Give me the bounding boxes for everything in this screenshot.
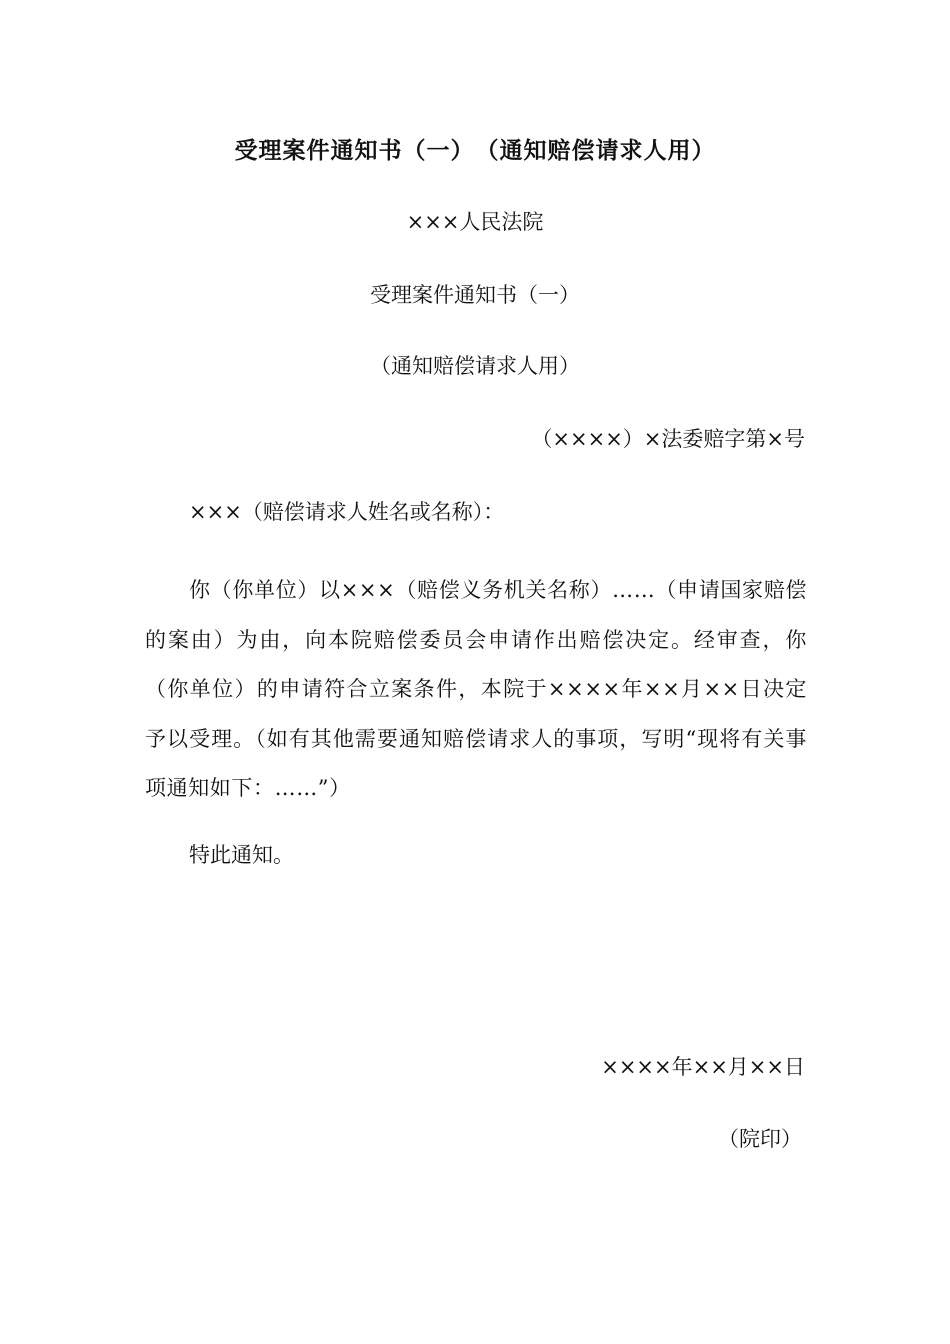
document-subtitle: （通知赔偿请求人用） [370, 354, 580, 378]
closing-text: 特此通知。 [189, 843, 294, 867]
document-title: 受理案件通知书（一） [370, 283, 580, 307]
court-name: ×××人民法院 [406, 210, 544, 234]
court-seal: （院印） [718, 1127, 802, 1151]
addressee: ×××（赔偿请求人姓名或名称）： [189, 500, 505, 524]
document-heading: 受理案件通知书（一） （通知赔偿请求人用） [234, 137, 716, 164]
case-number: （××××）×法委赔字第×号 [531, 427, 805, 451]
body-paragraph: 你（你单位）以×××（赔偿义务机关名称）……（申请国家赔偿的案由）为由，向本院赔偿委员会申请作出赔偿决定。经审查，你（你单位）的申请符合立案条件，本院于××××年××月××日决定予以受理。（如有其他需要通知赔偿请求人的事项，写明“现将有关事项通知如下：……”） [145, 578, 807, 800]
issue-date: ××××年××月××日 [601, 1055, 805, 1079]
